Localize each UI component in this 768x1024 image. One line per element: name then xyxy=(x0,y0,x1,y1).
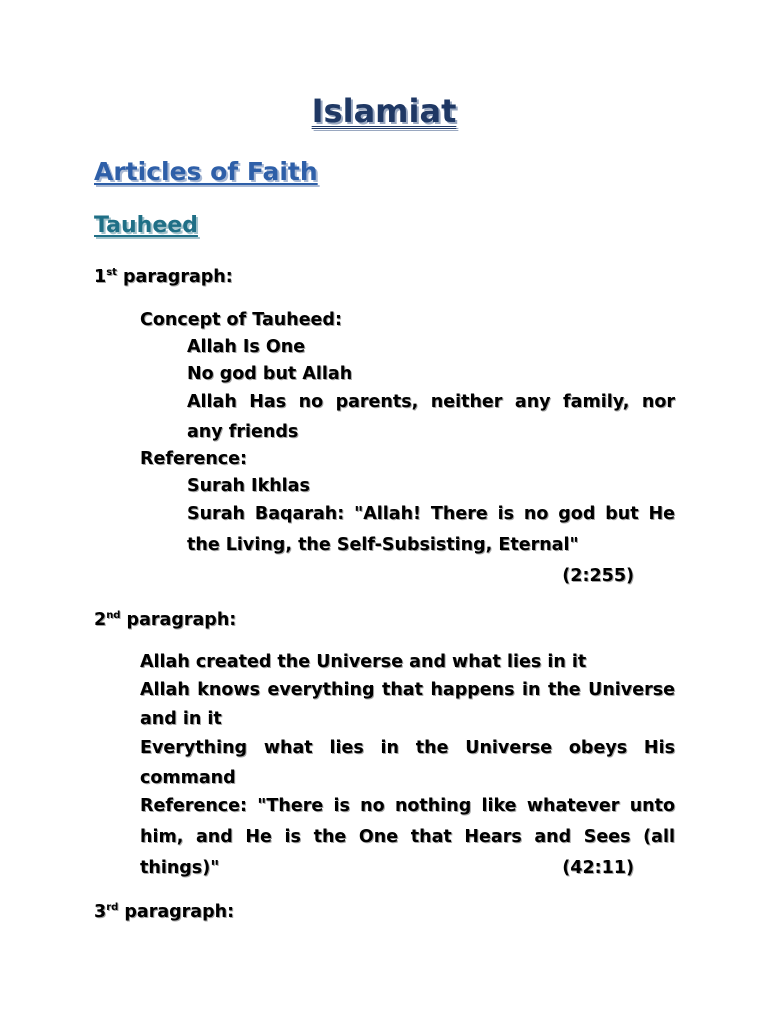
paragraph-2-line: him, and He is the One that Hears and Sees (all xyxy=(140,827,675,847)
concept-label: Concept of Tauheed: xyxy=(140,310,342,330)
paragraph-2-line: Everything what lies in the Universe obeys His xyxy=(140,738,675,758)
reference-item-continued: the Living, the Self-Subsisting, Eternal" xyxy=(187,535,579,555)
paragraph-2-line: Reference: "There is no nothing like whatever unto xyxy=(140,796,675,816)
paragraph-3-label: 3rd paragraph: xyxy=(94,902,235,922)
paragraph-2-line: and in it xyxy=(140,709,222,729)
paragraph-2-line: Allah knows everything that happens in the Universe xyxy=(140,680,675,700)
document-title: Islamiat xyxy=(311,92,457,130)
verse-citation: (2:255) xyxy=(562,566,634,586)
verse-citation: (42:11) xyxy=(562,858,634,878)
reference-label: Reference: xyxy=(140,449,248,469)
section-heading: Articles of Faith xyxy=(94,157,318,186)
paragraph-2-line: command xyxy=(140,768,236,788)
paragraph-1-label: 1st paragraph: xyxy=(94,267,233,287)
paragraph-2-line: Allah created the Universe and what lies in it xyxy=(140,652,587,672)
reference-item: Surah Ikhlas xyxy=(187,476,310,496)
paragraph-2-line: things)" xyxy=(140,858,220,878)
concept-item: No god but Allah xyxy=(187,364,353,384)
reference-item: Surah Baqarah: "Allah! There is no god but He xyxy=(187,504,675,524)
paragraph-2-label: 2nd paragraph: xyxy=(94,610,237,630)
concept-item: Allah Has no parents, neither any family, nor xyxy=(187,392,675,412)
concept-item-continued: any friends xyxy=(187,422,299,442)
subsection-heading: Tauheed xyxy=(94,213,198,238)
concept-item: Allah Is One xyxy=(187,337,306,357)
